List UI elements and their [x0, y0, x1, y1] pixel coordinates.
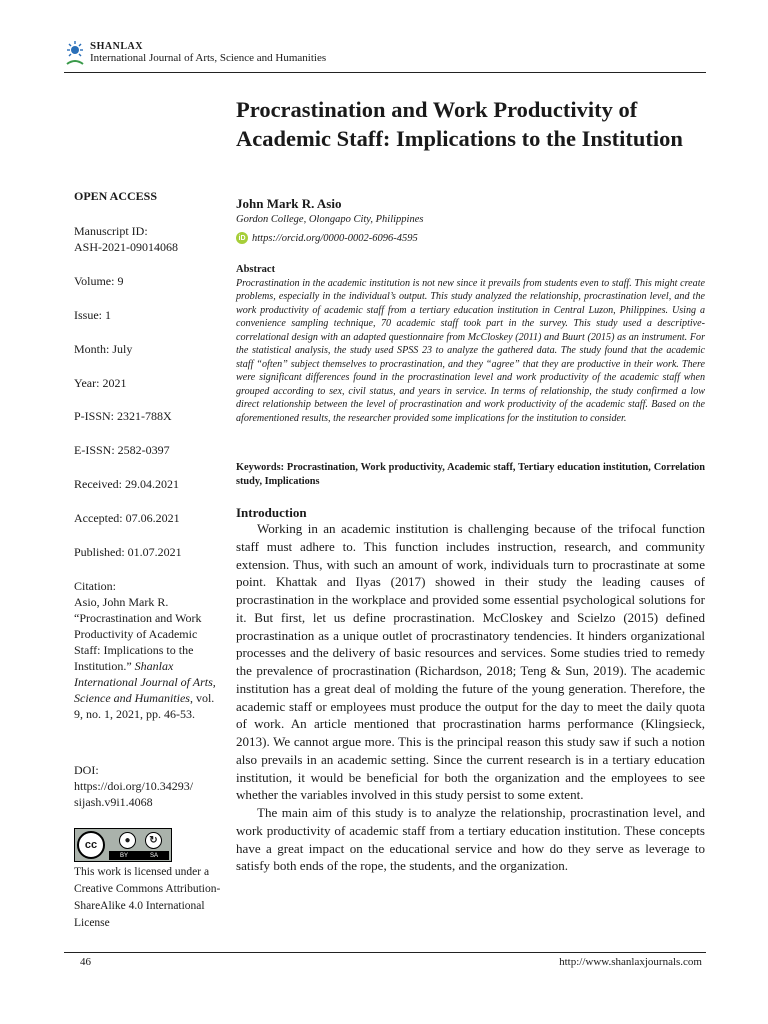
orcid-url[interactable]: https://orcid.org/0000-0002-6096-4595	[252, 232, 418, 244]
accepted-date: Accepted: 07.06.2021	[74, 511, 180, 525]
received-date: Received: 29.04.2021	[74, 477, 179, 491]
orcid-icon: iD	[236, 232, 248, 244]
author-name: John Mark R. Asio	[236, 196, 342, 211]
issue: Issue: 1	[74, 308, 111, 322]
brand-name: SHANLAX	[90, 40, 143, 52]
orcid-link[interactable]	[236, 232, 418, 244]
footer-url[interactable]: http://www.shanlaxjournals.com	[559, 956, 702, 968]
e-issn: E-ISSN: 2582-0397	[74, 443, 170, 457]
citation	[74, 578, 224, 722]
intro-paragraph-1: Working in an academic institution is challenging because of the trifocal function staff must adhere to. This function includes instruction, research, and community extension. Thus, with such an amount of work, individuals turn to procrastinate at some point. Khattak and Ilyas (2017) showed in their study the leading causes of procrastination in the workplace and provided some essential psychological solutions for it. But first, let us define procrastination. McCloskey and Scielzo (2015) defined procrastination as a unique outlet of procrastinatory tendencies. It hinders organizational processes and the delivery of basic resources and services. Some studies tried to remedy the prevalence of procrastination (Richardson, 2018; Teng & Sun, 2019). The academic institution has a great deal of molding the future of the young generation. Therefore, the academic staff or employees must produce the output for the day to meet the daily quota of work. An article mentioned that procrastination harms performance (Klingsieck, 2013). We cannot argue more. This is the principal reason this study saw if such a notion also prevails in an academic setting. Since the current research is in a tertiary education institution, it would be beneficial for both the organization and the employees to see whether the variables involved in this study persist to some extent.	[236, 521, 705, 803]
header-divider	[64, 72, 706, 73]
doi-label: DOI:	[74, 763, 99, 777]
author-affiliation: Gordon College, Olongapo City, Philippines	[236, 214, 424, 225]
footer-divider	[64, 952, 706, 953]
year: Year: 2021	[74, 376, 127, 390]
license-text: This work is licensed under a Creative Commons Attribution-ShareAlike 4.0 International License	[74, 866, 221, 929]
citation-label: Citation:	[74, 579, 116, 593]
abstract-text: Procrastination in the academic institution is not new since it prevails from students even to staff. This might create problems, especially in the individual’s output. This study analyzed the relationship, procrastination level, and the work productivity of academic staff from a tertiary education institution in Central Luzon, Philippines. Using a convenience sampling technique, 70 academic staff took part in the survey. This study used a descriptive-correlational design with an adapted questionnaire from McCloskey (2011) and Buurt (2015) as an instrument. For the statistical analysis, the study used SPSS 23 to analyze the gathered data. The study found that the academic staff “often” subject themselves to procrastination, and they “agree” that they are productive in their work. There were significant differences found in the procrastination level and work productivity of the academic staff when grouped according to sex, civil status, and years in service. In terms of relationship, the study confirmed a low direct relationship between the level of procrastination and work productivity of the academic staff. Based on the aforementioned results, the researcher provided some implications for the institution to consider.	[236, 278, 705, 424]
published-date: Published: 01.07.2021	[74, 545, 182, 559]
volume: Volume: 9	[74, 274, 124, 288]
shanlax-logo-icon	[64, 40, 86, 68]
article-title: Procrastination and Work Productivity of Academic Staff: Implications to the Institution	[236, 97, 683, 151]
journal-name: International Journal of Arts, Science and Humanities	[90, 52, 327, 64]
journal-header	[64, 38, 706, 74]
manuscript-label: Manuscript ID:	[74, 224, 148, 238]
cc-icon: cc	[77, 831, 105, 859]
share-alike-icon: ↻	[145, 832, 162, 849]
p-issn: P-ISSN: 2321-788X	[74, 409, 172, 423]
open-access-label: OPEN ACCESS	[74, 189, 158, 203]
introduction-body	[236, 520, 705, 875]
by-person-icon: ●	[119, 832, 136, 849]
introduction-heading: Introduction	[236, 505, 307, 520]
cc-strip: BY SA	[109, 851, 169, 860]
manuscript-id: ASH-2021-09014068	[74, 240, 178, 254]
citation-text: Asio, John Mark R. “Procrastination and Work Productivity of Academic Staff: Implications to the Institution.” Shanlax International Journal of Arts, Science and Humanities, vol. 9, no. 1, 2021, pp. 46-53.	[74, 595, 216, 721]
cc-by-sa-badge[interactable]	[74, 828, 172, 862]
abstract-heading: Abstract	[236, 264, 276, 275]
month: Month: July	[74, 342, 133, 356]
keywords: Keywords: Procrastination, Work productivity, Academic staff, Tertiary education institution, Correlation study, Implications	[236, 462, 705, 487]
doi-link[interactable]: https://doi.org/10.34293/ sijash.v9i1.4068	[74, 779, 194, 809]
page-number: 46	[80, 956, 91, 968]
intro-paragraph-2: The main aim of this study is to analyze the relationship, procrastination level, and work productivity of academic staff from a tertiary education institution. These concepts have a great impact on the educational service and how do they serve as leverage to satisfy both ends of the rope, the students, and the organization.	[236, 805, 705, 874]
